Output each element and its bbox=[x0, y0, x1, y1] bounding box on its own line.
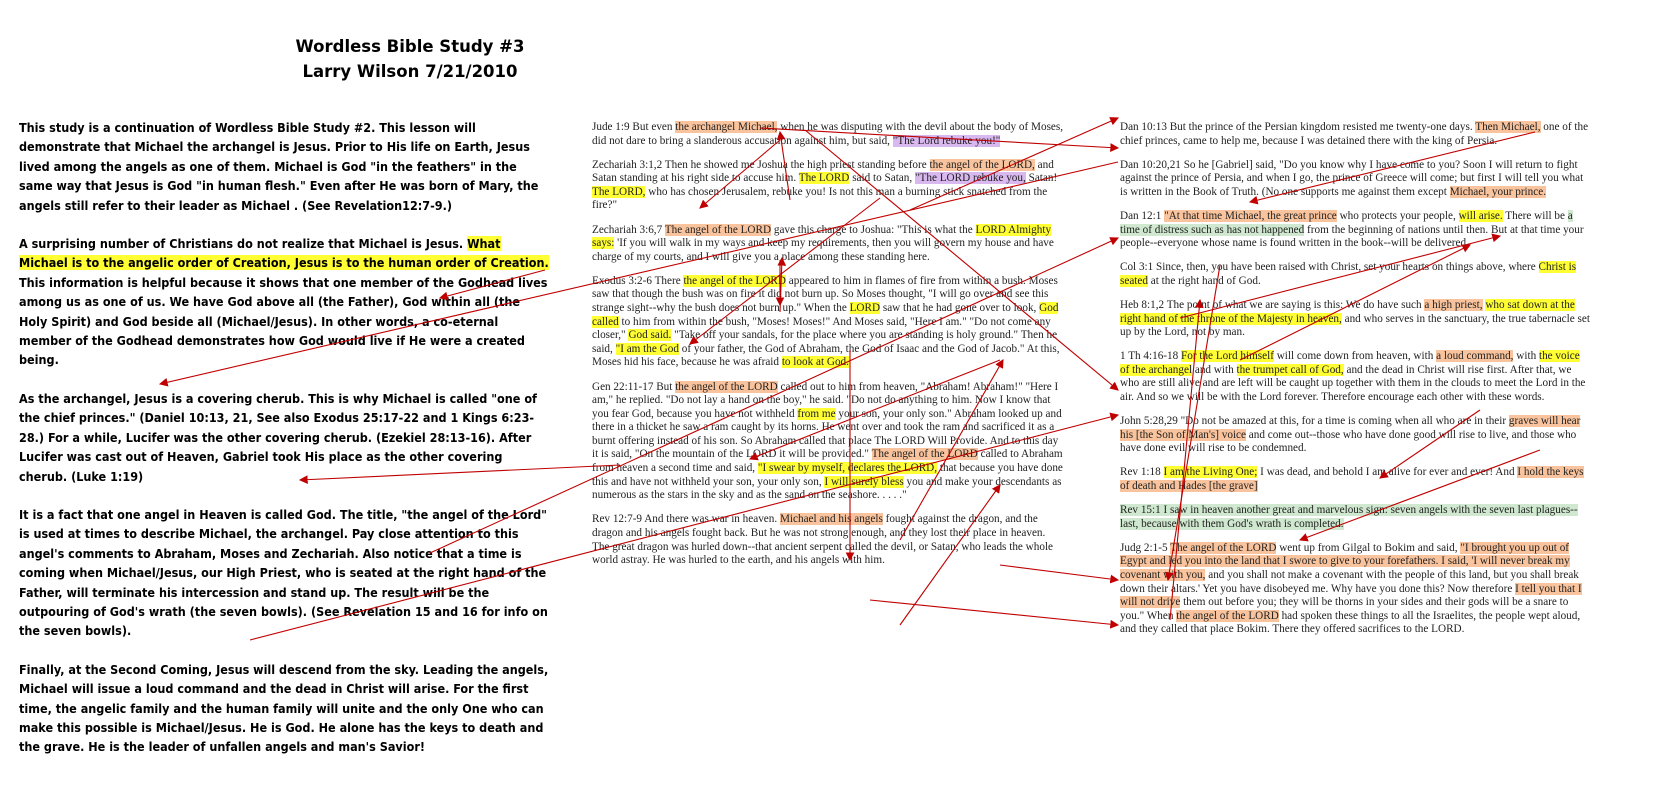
key-statement-highlight: What Michael is to the angelic order of Creation, Jesus is to the human order of Creation. bbox=[19, 236, 549, 271]
judges-2-1: Judg 2:1-5 The angel of the LORD went up from Gilgal to Bokim and said, "I brought you up out of Egypt and led you into the land that I swore to give to your forefathers. I said, 'I will never break my covenant with you, and you shall not make a covenant with the people of this land, but you shall break down their altars.' Yet you have disobeyed me. Why have you done this? Now therefore I tell you that I will not drive them out before you; they will be thorns in your sides and their gods will be a snare to you." When the angel of the LORD had spoken these things to all the Israelites, the people wept aloud, and they called that place Bokim. There they offered sacrifices to the LORD. bbox=[1120, 541, 1582, 636]
daniel-10-13: Dan 10:13 But the prince of the Persian kingdom resisted me twenty-one days. Then Michael, one of the chief princes, came to help me, because I was detained there with the king of Persia. bbox=[1120, 121, 1589, 147]
colossians-3-1: Col 3:1 Since, then, you have been raised with Christ, set your hearts on things above, where Christ is seated at the right hand of God. bbox=[1120, 261, 1577, 287]
intro-paragraph: This study is a continuation of Wordless Bible Study #2. This lesson will demonstrate that Michael the archangel is Jesus. Prior to His life on Earth, Jesus lived among the angels as one of them. Michael is God "in the feathers" in the same way that Jesus is God "in human flesh." Even after He was born of Mary, the angels still refer to their leader as Michael . (See Revelation12:7-9.) bbox=[19, 120, 539, 213]
covering-cherub-paragraph: As the archangel, Jesus is a covering cherub. This is why Michael is called "one of the chief princes." (Daniel 10:13, 21, See also Exodus 25:17-22 and 1 Kings 6:23-28.) For a while, Lucifer was the other covering cherub. (Ezekiel 28:13-16). After Lucifer was cast out of Heaven, Gabriel took His place as the other covering cherub. (Luke 1:19) bbox=[19, 390, 537, 484]
study-text-column bbox=[19, 118, 549, 776]
jude-1-9: Jude 1:9 But even the archangel Michael, when he was disputing with the devil about the body of Moses, did not dare to bring a slanderous accusation against him, but said, "The Lord rebuke you!" bbox=[592, 121, 1064, 147]
title-line-2: Larry Wilson 7/21/2010 bbox=[302, 62, 518, 81]
thessalonians-4-16: 1 Th 4:16-18 For the Lord himself will come down from heaven, with a loud command, with the voice of the archangel and with the trumpet call of God, and the dead in Christ will rise first. After that, we who are still alive and are left will be caught up together with them in the clouds to meet the Lord in the air. And so we will be with the Lord forever. Therefore encourage each other with these words. bbox=[1120, 350, 1586, 403]
arrow-rev12-to-judg bbox=[870, 600, 1118, 625]
revelation-12-7: Rev 12:7-9 And there was war in heaven. Michael and his angels fought against the dragon, and the dragon and his angels fought back. But he was not strong enough, and they lost their place in heaven. The great dragon was hurled down--that ancient serpent called the devil, or Satan, who leads the whole world astray. He was hurled to the earth, and his angels with him. bbox=[592, 513, 1054, 567]
scripture-column-right bbox=[1120, 121, 1590, 647]
michael-jesus-paragraph: A surprising number of Christians do not realize that Michael is Jesus. What Michael is to the angelic order of Creation, Jesus is to the human order of Creation. This information is helpful because it shows that one member of the Godhead lives among us as one of us. We have God above all (the Father), God within all (the Holy Spirit) and God beside all (Michael/Jesus). In other words, a co-eternal member of the Godhead demonstrates how God would live if He were a created being. bbox=[19, 236, 549, 368]
scripture-column-middle bbox=[592, 121, 1064, 578]
exodus-3-2: Exodus 3:2-6 There the angel of the LORD appeared to him in flames of fire from within a bush. Moses saw that though the bush was on fire it did not burn up. So Moses thought, "I will go over and see this strange sight--why the bush does not burn up." When the LORD saw that he had gone over to look, God called to him from within the bush, "Moses! Moses!" And Moses said, "Here I am." "Do not come any closer," God said. "Take off your sandals, for the place where you are standing is holy ground." Then he said, "I am the God of your father, the God of Abraham, the God of Isaac and the God of Jacob." At this, Moses hid his face, because he was afraid to look at God. bbox=[592, 274, 1060, 369]
daniel-12-1: Dan 12:1 "At that time Michael, the great prince who protects your people, will arise. There will be a time of distress such as has not happened from the beginning of nations until then. But at that time your people--everyone whose name is found written in the book--will be delivered. bbox=[1120, 209, 1584, 250]
revelation-1-18: Rev 1:18 I am the Living One; I was dead, and behold I am alive for ever and ever! And I hold the keys of death and Hades [the grave] bbox=[1120, 466, 1584, 492]
angel-of-lord-paragraph: It is a fact that one angel in Heaven is called God. The title, "the angel of the Lord" is used at times to describe Michael, the archangel. Pay close attention to this angel's comments to Abraham, Moses and Zechariah. Also notice that a time is coming when Michael/Jesus, our High Priest, who is seated at the right hand of the Father, will terminate his intercession and stand up. The result will be the outpouring of God's wrath (the seven bowls). (See Revelation 15 and 16 for info on the seven bowls). bbox=[19, 506, 548, 639]
daniel-10-20: Dan 10:20,21 So he [Gabriel] said, "Do you know why I have come to you? Soon I will return to fight against the prince of Persia, and when I go, the prince of Greece will come; but first I will tell you what is written in the Book of Truth. (No one supports me against them except Michael, your prince. bbox=[1120, 158, 1584, 198]
genesis-22-11: Gen 22:11-17 But the angel of the LORD called out to him from heaven, "Abraham! Abraham!" "Here I am," he replied. "Do not lay a hand on the boy," he said. "Do not do anything to him. Now I know that you fear God, because you have not withheld from me your son, your only son." Abraham looked up and there in a thicket he saw a ram caught by its horns. He went over and took the ram and sacrificed it as a burnt offering instead of his son. So Abraham called that place The LORD Will Provide. And to this day it is said, "On the mountain of the LORD it will be provided." The angel of the LORD called to Abraham from heaven a second time and said, "I swear by myself, declares the LORD, that because you have done this and have not withheld your son, your only son, I will surely bless you and make your descendants as numerous as the stars in the sky and as the sand on the seashore. . . . ." bbox=[592, 380, 1063, 502]
title-line-1: Wordless Bible Study #3 bbox=[295, 37, 525, 56]
hebrews-8-1: Heb 8:1,2 The point of what we are saying is this: We do have such a high priest, who sat down at the right hand of the throne of the Majesty in heaven, and who serves in the sanctuary, the true tabernacle set up by the Lord, not by man. bbox=[1120, 298, 1590, 339]
zechariah-3-6: Zechariah 3:6,7 The angel of the LORD gave this charge to Joshua: "This is what the LORD Almighty says: 'If you will walk in my ways and keep my requirements, then you will govern my house and have charge of my courts, and I will give you a place among these standing here. bbox=[592, 223, 1054, 263]
john-5-28: John 5:28,29 "Do not be amazed at this, for a time is coming when all who are in their graves will hear his [the Son of Man's] voice and come out--those who have done good will rise to live, and those who have done evil will rise to be condemned. bbox=[1120, 415, 1581, 455]
second-coming-paragraph: Finally, at the Second Coming, Jesus will descend from the sky. Leading the angels, Michael will issue a loud command and the dead in Christ will arise. For the first time, the angelic family and the human family will unite and the only One who can make this possible is Michael/Jesus. He is God. He alone has the keys to death and the grave. He is the leader of unfallen angels and man's Savior! bbox=[19, 661, 549, 755]
page-title bbox=[280, 34, 540, 84]
revelation-15-1: Rev 15:1 I saw in heaven another great and marvelous sign: seven angels with the seven last plagues--last, because with them God's wrath is completed. bbox=[1120, 504, 1578, 530]
zechariah-3-1: Zechariah 3:1,2 Then he showed me Joshua the high priest standing before the angel of the LORD, and Satan standing at his right side to accuse him. The LORD said to Satan, "The LORD rebuke you, Satan! The LORD, who has chosen Jerusalem, rebuke you! Is not this man a burning stick snatched from the fire?" bbox=[592, 158, 1058, 212]
